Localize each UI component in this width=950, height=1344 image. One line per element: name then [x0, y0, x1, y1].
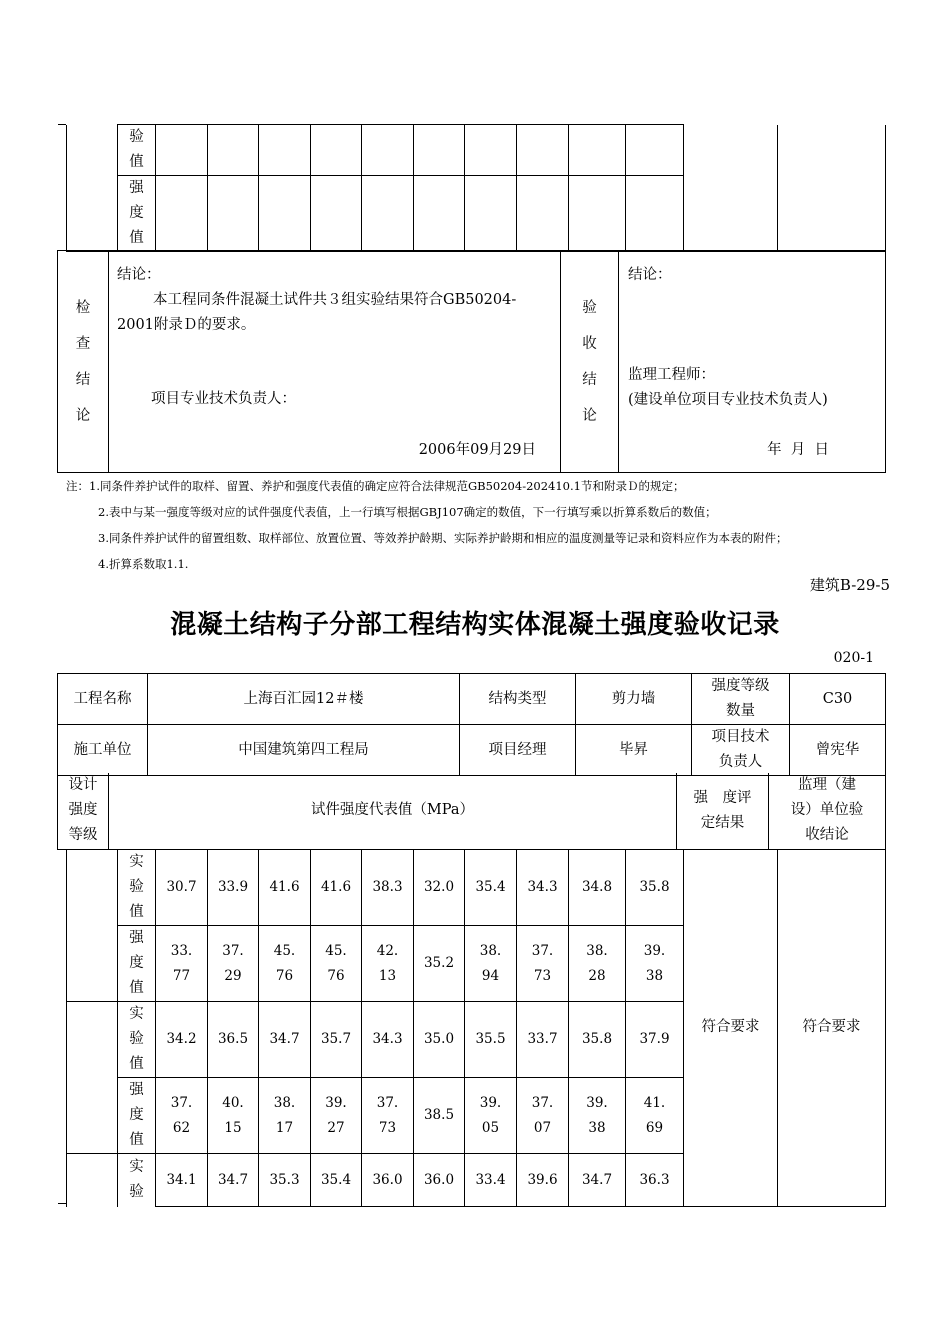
inspection-conclusion-cell — [109, 251, 561, 473]
acceptance-label: 验收结论 — [561, 251, 619, 473]
row-label-test-short: 实验 — [118, 1154, 156, 1207]
rep-value-label: 试件强度代表值（MPa） — [109, 773, 677, 849]
notes-block — [66, 473, 896, 577]
row-label-test: 实验值 — [118, 1002, 156, 1078]
acceptance-conclusion-cell — [619, 251, 886, 473]
grade-count-value: C30 — [790, 674, 886, 725]
supervisor-sub-label: (建设单位项目专业技术负责人) — [628, 392, 828, 408]
grade-count-label: 强度等级数量 — [692, 674, 790, 725]
design-grade-cell — [67, 850, 118, 1002]
row-label-strength: 强度值 — [118, 1078, 156, 1154]
strength-data-table — [66, 849, 886, 1207]
table-row: 实验 34.1 34.7 35.3 35.4 36.0 36.0 33.4 39.6 34.7 36.3 — [67, 1154, 886, 1207]
header-table-2 — [57, 773, 886, 850]
table-row: 实验值 30.7 33.9 41.6 41.6 38.3 32.0 35.4 34.3 34.8 35.8 符合要求 符合要求 — [67, 850, 886, 926]
bottom-left-tick — [58, 1203, 66, 1204]
acceptance-conclusion-title: 结论： — [628, 267, 672, 283]
design-grade-cell — [67, 1154, 118, 1207]
project-name-value: 上海百汇园12＃楼 — [148, 674, 460, 725]
header-table — [57, 673, 886, 776]
design-grade-label: 设计强度等级 — [58, 773, 109, 849]
top-row-label-strength: 强度值 — [118, 176, 156, 252]
top-left-tick — [58, 124, 66, 125]
note-2: 2.表中与某一强度等级对应的试件强度代表值，上一行填写根据GBJ107确定的数值，下一行填写乘以折算系数后的数值； — [98, 505, 717, 519]
record-number: 020-1 — [833, 650, 874, 666]
inspection-responsible: 项目专业技术负责人： — [151, 391, 296, 407]
structure-type-value: 剪力墙 — [576, 674, 692, 725]
inspection-date: 2006年09月29日 — [418, 442, 536, 458]
page-title: 混凝土结构子分部工程结构实体混凝土强度验收记录 — [170, 610, 780, 640]
evaluation-label: 强 度评定结果 — [677, 773, 769, 849]
project-name-label: 工程名称 — [58, 674, 148, 725]
note-1: 注：1.同条件养护试件的取样、留置、养护和强度代表值的确定应符合法律规范GB50204-202410.1节和附录Ｄ的规定； — [66, 479, 685, 493]
tech-lead-label: 项目技术负责人 — [692, 725, 790, 776]
note-4: 4.折算系数取1.1. — [98, 557, 189, 571]
acceptance-date: 年 月 日 — [767, 442, 829, 458]
table-row: 强度值 33.77 37.29 45.76 45.76 42.13 35.2 38.94 37.73 38.28 39.38 — [67, 926, 886, 1002]
inspection-conclusion-title: 结论： — [117, 267, 161, 283]
pm-label: 项目经理 — [460, 725, 576, 776]
table-row: 实验值 34.2 36.5 34.7 35.7 34.3 35.0 35.5 33.7 35.8 37.9 — [67, 1002, 886, 1078]
top-continuation-table — [66, 124, 886, 252]
conclusion-table — [57, 250, 886, 473]
evaluation-result: 符合要求 — [684, 850, 778, 1207]
contractor-label: 施工单位 — [58, 725, 148, 776]
tech-lead-value: 曾宪华 — [790, 725, 886, 776]
top-row-label-test: 验值 — [118, 125, 156, 176]
design-grade-cell — [67, 1002, 118, 1154]
structure-type-label: 结构类型 — [460, 674, 576, 725]
inspection-conclusion-text: 本工程同条件混凝土试件共３组实验结果符合GB50204-2001附录Ｄ的要求。 — [117, 292, 517, 333]
pm-value: 毕昇 — [576, 725, 692, 776]
supervisor-label: 监理工程师： — [628, 367, 715, 383]
row-label-test: 实验值 — [118, 850, 156, 926]
acceptance-result: 符合要求 — [778, 850, 886, 1207]
note-3: 3.同条件养护试件的留置组数、取样部位、放置位置、等效养护龄期、实际养护龄期和相应的温度测量等记录和资料应作为本表的附件； — [98, 531, 788, 545]
contractor-value: 中国建筑第四工程局 — [148, 725, 460, 776]
form-code: 建筑B-29-5 — [809, 576, 890, 594]
row-label-strength: 强度值 — [118, 926, 156, 1002]
inspection-label: 检查结论 — [58, 251, 109, 473]
acceptance-column-label: 监理（建设）单位验收结论 — [769, 773, 886, 849]
table-row: 强度值 37.62 40.15 38.17 39.27 37.73 38.5 39.05 37.07 39.38 41.69 — [67, 1078, 886, 1154]
